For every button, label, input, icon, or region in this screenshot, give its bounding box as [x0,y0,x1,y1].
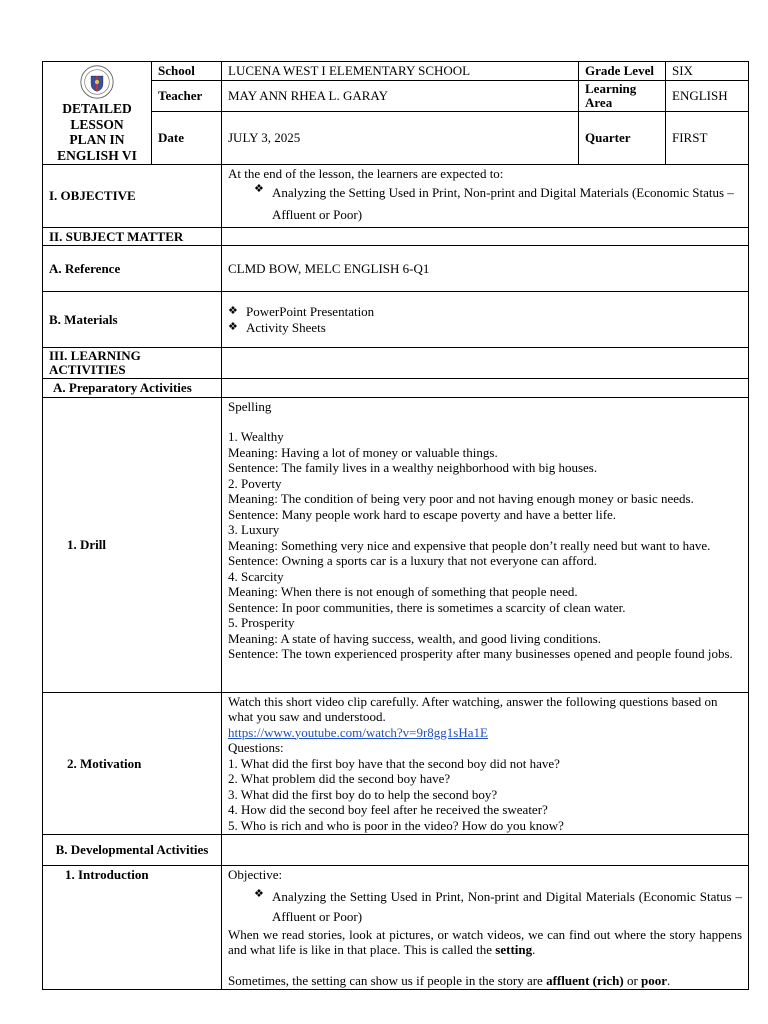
questions-label: Questions: [228,740,284,755]
quarter-label: Quarter [579,111,666,164]
drill-line: Meaning: When there is not enough of something that people need. [228,584,578,599]
drill-line: Sentence: In poor communities, there is sometimes a scarcity of clean water. [228,599,626,615]
question-item: 5. Who is rich and who is poor in the video? How do you know? [228,817,564,833]
drill-line: 3. Luxury [228,522,280,537]
intro-objective-label: Objective: [228,867,283,882]
developmental-label: B. Developmental Activities [43,835,222,866]
materials-label: B. Materials [43,292,222,348]
grade-value: SIX [666,62,749,81]
diamond-bullet-icon: ❖ [254,182,264,195]
reference-value: CLMD BOW, MELC ENGLISH 6-Q1 [222,246,749,292]
deped-seal-icon [80,65,114,99]
motivation-intro: Watch this short video clip carefully. After watching, answer the following questions based on what you saw and understood. [228,693,718,724]
drill-line: 5. Prosperity [228,615,295,630]
drill-heading: Spelling [228,398,272,414]
drill-line: Meaning: The condition of being very poor and not having enough money or basic needs. [228,491,694,506]
date-value: JULY 3, 2025 [222,111,579,164]
materials-list [222,292,749,348]
video-link[interactable]: https://www.youtube.com/watch?v=9r8gg1sHa1E [228,724,488,740]
intro-objective-item [228,887,742,927]
diamond-bullet-icon: ❖ [254,887,264,900]
drill-line: Sentence: Owning a sports car is a luxury that not everyone can afford. [228,553,598,568]
drill-line: Meaning: Having a lot of money or valuable things. [228,444,498,460]
materials-item-text: Activity Sheets [246,319,326,335]
objective-item [228,182,742,226]
title-line-1: DETAILED [62,101,132,116]
diamond-bullet-icon: ❖ [228,320,238,333]
question-item: 3. What did the first boy do to help the second boy? [228,786,498,802]
intro-paragraph-2: Sometimes, the setting can show us if people in the story are affluent (rich) or poor. [228,972,671,988]
title-cell [43,62,152,165]
area-label: Learning Area [579,80,666,111]
motivation-content [222,692,749,835]
question-item: 4. How did the second boy feel after he received the sweater? [228,802,548,817]
teacher-value: MAY ANN RHEA L. GARAY [222,80,579,111]
drill-label: 1. Drill [43,397,222,692]
date-label: Date [152,111,222,164]
teacher-label: Teacher [152,80,222,111]
school-value: LUCENA WEST I ELEMENTARY SCHOOL [222,62,579,81]
motivation-label: 2. Motivation [43,692,222,835]
intro-paragraph-1: When we read stories, look at pictures, or watch videos, we can find out where the story happens and what life is like in that place. This is called the setting. [228,926,742,957]
title-line-3: PLAN IN [69,132,125,147]
objective-item-text: Analyzing the Setting Used in Print, Non-print and Digital Materials (Economic Status – Affluent or Poor) [272,184,734,222]
question-item: 2. What problem did the second boy have? [228,771,451,786]
objective-intro: At the end of the lesson, the learners are expected to: [228,166,504,181]
drill-line: 2. Poverty [228,475,282,491]
title-line-2: LESSON [70,116,124,132]
diamond-bullet-icon: ❖ [228,305,238,317]
title-line-4: ENGLISH VI [57,147,137,163]
question-item: 1. What did the first boy have that the second boy did not have? [228,755,560,771]
materials-item [228,320,742,336]
learning-activities-label: III. LEARNING ACTIVITIES [43,348,222,379]
drill-content [222,397,749,692]
drill-line: Sentence: The town experienced prosperity after many businesses opened and people found jobs. [228,646,733,661]
drill-line: 4. Scarcity [228,568,284,584]
introduction-content [222,866,749,990]
materials-item [228,304,742,320]
quarter-value: FIRST [666,111,749,164]
preparatory-label: A. Preparatory Activities [43,379,222,398]
area-value: ENGLISH [666,80,749,111]
drill-line: 1. Wealthy [228,429,284,444]
introduction-label: 1. Introduction [43,866,222,990]
drill-line: Meaning: A state of having success, wealth, and good living conditions. [228,630,601,646]
objective-label: I. OBJECTIVE [43,165,222,228]
drill-line: Sentence: Many people work hard to escape poverty and have a better life. [228,506,617,522]
drill-line: Meaning: Something very nice and expensive that people don’t really need but want to have. [228,537,711,553]
drill-line: Sentence: The family lives in a wealthy neighborhood with big houses. [228,460,598,475]
materials-item-text: PowerPoint Presentation [246,304,375,319]
intro-objective-text: Analyzing the Setting Used in Print, Non-print and Digital Materials (Economic Status – Affluent or Poor) [272,888,742,924]
objective-content [222,165,749,228]
school-label: School [152,62,222,81]
grade-label: Grade Level [579,62,666,81]
lesson-plan-table [42,61,749,990]
subject-matter-label: II. SUBJECT MATTER [43,227,222,246]
reference-label: A. Reference [43,246,222,292]
